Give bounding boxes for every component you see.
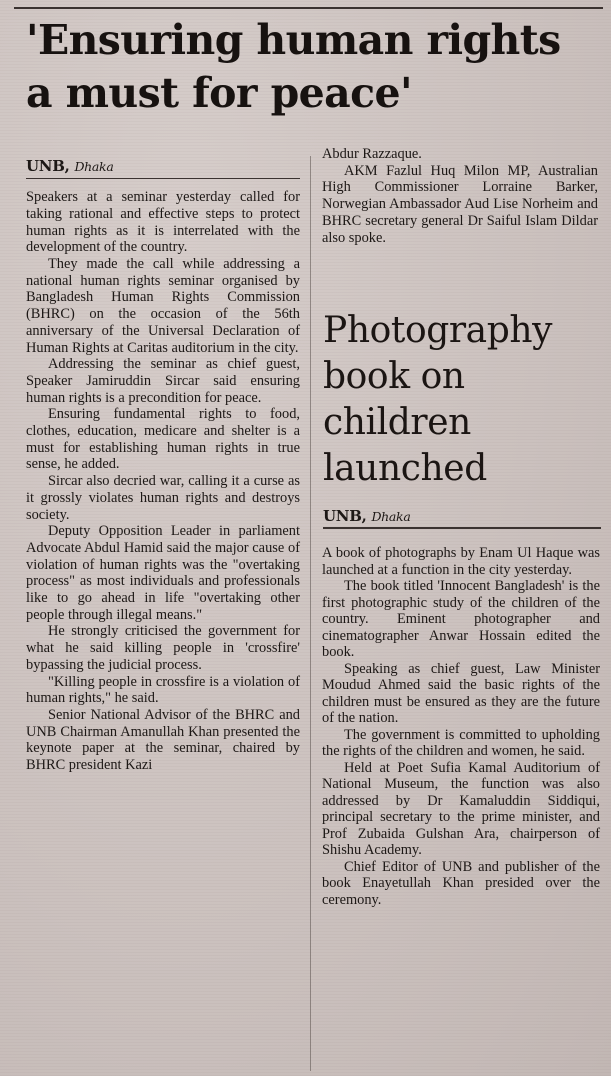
byline-source: UNB, [26,157,70,175]
byline-source: UNB, [323,507,367,525]
article-paragraph: Chief Editor of UNB and publisher of the book Enayetullah Khan presided over the ceremony. [322,858,600,908]
headline-line: 'Ensuring human rights [26,16,561,64]
article-paragraph: AKM Fazlul Huq Milon MP, Australian High Commissioner Lorraine Barker, Norwegian Ambassador Aud Lise Norheim and BHRC secretary general Dr Saiful Islam Dildar also spoke. [322,162,598,246]
byline-rule [323,527,601,529]
byline-rule [26,178,300,180]
second-article-body [322,545,600,908]
headline-line: children [323,402,471,443]
headline-line: book on [323,356,465,397]
headline-line: Photography [323,310,553,351]
headline-line: launched [323,448,487,489]
byline-place: Dhaka [371,509,411,524]
article-paragraph: He strongly criticised the government for what he said killing people in 'crossfire' bypassing the judicial process. [26,623,300,673]
byline [26,158,300,176]
article-paragraph: The book titled 'Innocent Bangladesh' is the first photographic study of the children of the country. Eminent photographer and cinematographer Anwar Hossain edited the book. [322,578,600,660]
article-paragraph: Sircar also decried war, calling it a curse as it grossly violates human rights and destroys society. [26,473,300,523]
article-paragraph: Speakers at a seminar yesterday called for taking rational and effective steps to protect human rights as it is interrelated with the development of the country. [26,189,300,256]
top-rule [14,7,603,9]
article-paragraph: Abdur Razzaque. [322,146,422,162]
article-paragraph: Senior National Advisor of the BHRC and UNB Chairman Amanullah Khan presented the keynote paper at the seminar, chaired by BHRC president Kazi [26,707,300,774]
byline-place: Dhaka [74,159,114,174]
headline-line: a must for peace' [26,69,412,117]
second-article-headline [323,308,603,492]
article-headline [26,14,611,120]
second-article-byline-block [323,507,601,539]
article-paragraph: They made the call while addressing a national human rights seminar organised by Bangladesh Human Rights Commission (BHRC) on the occasion of the 56th anniversary of the Universal Declaration of Human Rights at Caritas auditorium in the city. [26,256,300,356]
article-paragraph: Addressing the seminar as chief guest, Speaker Jamiruddin Sircar said ensuring human rights is a precondition for peace. [26,356,300,406]
article-paragraph: The government is committed to upholding the rights of the children and women, he said. [322,726,600,759]
article-paragraph: Speaking as chief guest, Law Minister Moudud Ahmed said the basic rights of the children must be ensured as they are the future of the nation. [322,660,600,726]
article-paragraph: Deputy Opposition Leader in parliament Advocate Abdul Hamid said the major cause of violation of human rights was the "overtaking process" as most individuals and professionals like to go ahead in life "overtaking other people through illegal means." [26,523,300,623]
left-column [26,158,300,774]
article-paragraph: Held at Poet Sufia Kamal Auditorium of National Museum, the function was also addressed by Dr Kamaluddin Siddiqui, principal secretary to the prime minister, and Prof Zubaida Gulshan Ara, chairperson of Shishu Academy. [322,759,600,858]
article-paragraph: Ensuring fundamental rights to food, clothes, education, medicare and shelter is a must for establishing human rights in true sense, he added. [26,406,300,473]
right-column-continuation [322,146,598,246]
column-divider [310,156,311,1071]
article-paragraph: "Killing people in crossfire is a violation of human rights," he said. [26,673,300,707]
article-paragraph: A book of photographs by Enam Ul Haque was launched at a function in the city yesterday. [322,545,600,578]
byline [323,507,601,525]
